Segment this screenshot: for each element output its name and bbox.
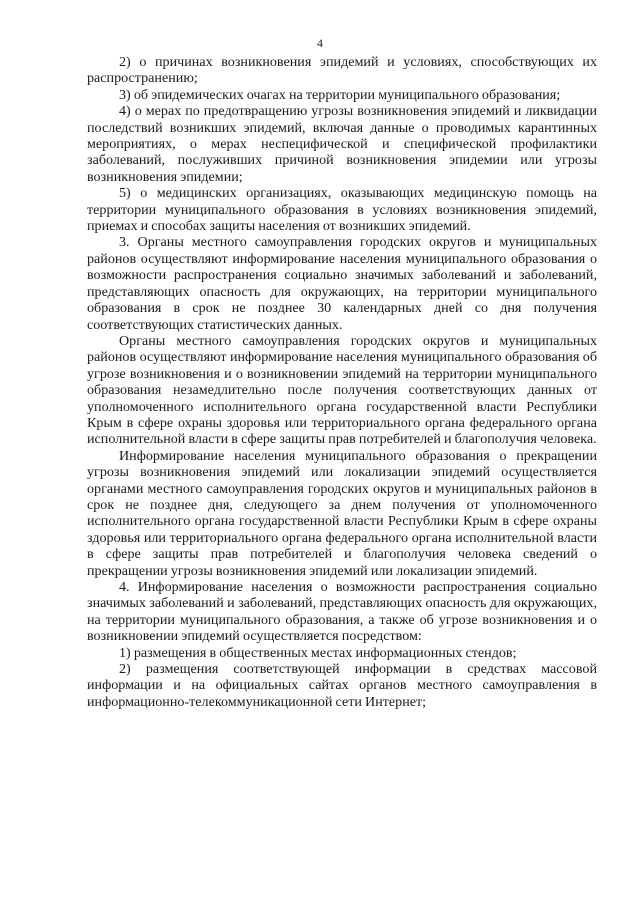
paragraph-method-2: 2) размещения соответствующей информации в средствах массовой информации и на официальных сайтах органов местного самоуправления в информационно-телекоммуникационной сети Интернет; [87,661,597,710]
document-body [87,54,597,710]
paragraph-termination-notice: Информирование населения муниципального образования о прекращении угрозы возникновения эпидемий или локализации эпидемий осуществляется органами местного самоуправления городских округов и муниципальных районов в срок не позднее дня, следующего за днем получения от уполномоченного исполнительного органа государственной власти Республики Крым в сфере охраны здоровья или территориального органа федерального органа исполнительной власти в сфере защиты прав потребителей и благополучия человека сведений о прекращении угрозы возникновения эпидемий или локализации эпидемий. [87,447,597,579]
paragraph-method-1: 1) размещения в общественных местах информационных стендов; [119,644,517,661]
paragraph-item-3: 3) об эпидемических очагах на территории муниципального образования; [119,86,561,103]
paragraph-section-4: 4. Информирование населения о возможности распространения социально значимых заболеваний и заболеваний, представляющих опасность для окружающих, на территории муниципального образования, а также об угрозе возникновения и о возникновении эпидемий осуществляется посредством: [87,579,597,645]
page-number: 4 [317,36,323,50]
paragraph-section-3: 3. Органы местного самоуправления городских округов и муниципальных районов осуществляют информирование населения муниципального образования о возможности распространения социально значимых заболеваний и заболеваний, представляющих опасность для окружающих, на территории муниципального образования в срок не позднее 30 календарных дней со дня получения соответствующих статистических данных. [87,234,597,333]
paragraph-item-5: 5) о медицинских организациях, оказывающих медицинскую помощь на территории муниципального образования в условиях возникновения эпидемий, приемах и способах защиты населения от возникших эпидемий. [87,185,597,235]
paragraph-threat-notice: Органы местного самоуправления городских округов и муниципальных районов осуществляют информирование населения муниципального образования об угрозе возникновения и о возникновении эпидемий на территории муниципального образования незамедлительно после получения соответствующих данных от уполномоченного исполнительного органа государственной власти Республики Крым в сфере охраны здоровья или территориального органа федерального органа исполнительной власти в сфере защиты прав потребителей и благополучия человека. [87,332,597,448]
paragraph-item-2: 2) о причинах возникновения эпидемий и условиях, способствующих их распространению; [87,54,597,87]
paragraph-item-4: 4) о мерах по предотвращению угрозы возникновения эпидемий и ликвидации последствий возникших эпидемий, включая данные о проводимых карантинных мероприятиях, о мерах неспецифической и специфической профилактики заболеваний, послуживших причиной возникновения эпидемии или угрозы возникновения эпидемии; [87,103,597,185]
